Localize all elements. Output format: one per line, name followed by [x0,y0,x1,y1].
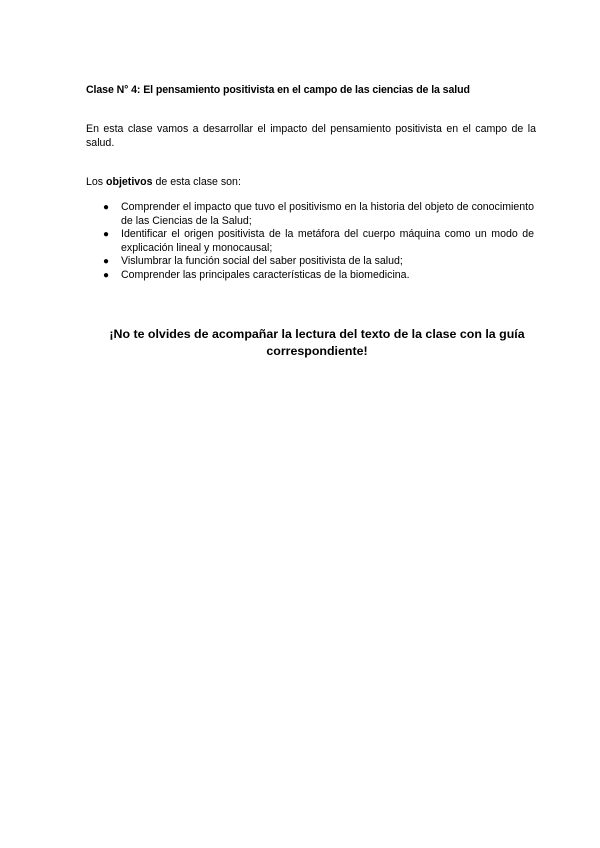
objective-text: Comprender las principales características de la biomedicina. [121,268,410,281]
intro-paragraph: En esta clase vamos a desarrollar el impacto del pensamiento positivista en el campo de la salud. [86,123,536,149]
bullet-icon: ● [103,202,110,213]
bullet-icon: ● [103,269,110,281]
objectives-list [102,201,534,283]
class-title: Clase N° 4: El pensamiento positivista en el campo de las ciencias de la salud [86,84,470,96]
objective-text: Identificar el origen positivista de la metáfora del cuerpo máquina como un modo de explicación lineal y monocausal; [121,228,534,254]
objectives-lead [86,175,536,189]
objective-item [102,255,534,269]
bullet-icon: ● [103,256,110,268]
objectives-lead-suffix: de esta clase son: [152,176,241,188]
objective-item [102,228,534,255]
objective-item [102,201,534,228]
objective-item [102,269,534,283]
objectives-lead-bold: objetivos [106,176,153,188]
objective-text: Vislumbrar la función social del saber positivista de la salud; [121,255,403,268]
bullet-icon: ● [103,229,110,241]
guide-reminder: ¡No te olvides de acompañar la lectura del texto de la clase con la guía correspondiente! [109,327,525,358]
objectives-lead-prefix: Los [86,176,107,188]
objective-text: Comprender el impacto que tuvo el positivismo en la historia del objeto de conocimiento de las Ciencias de la Salud; [121,201,534,227]
